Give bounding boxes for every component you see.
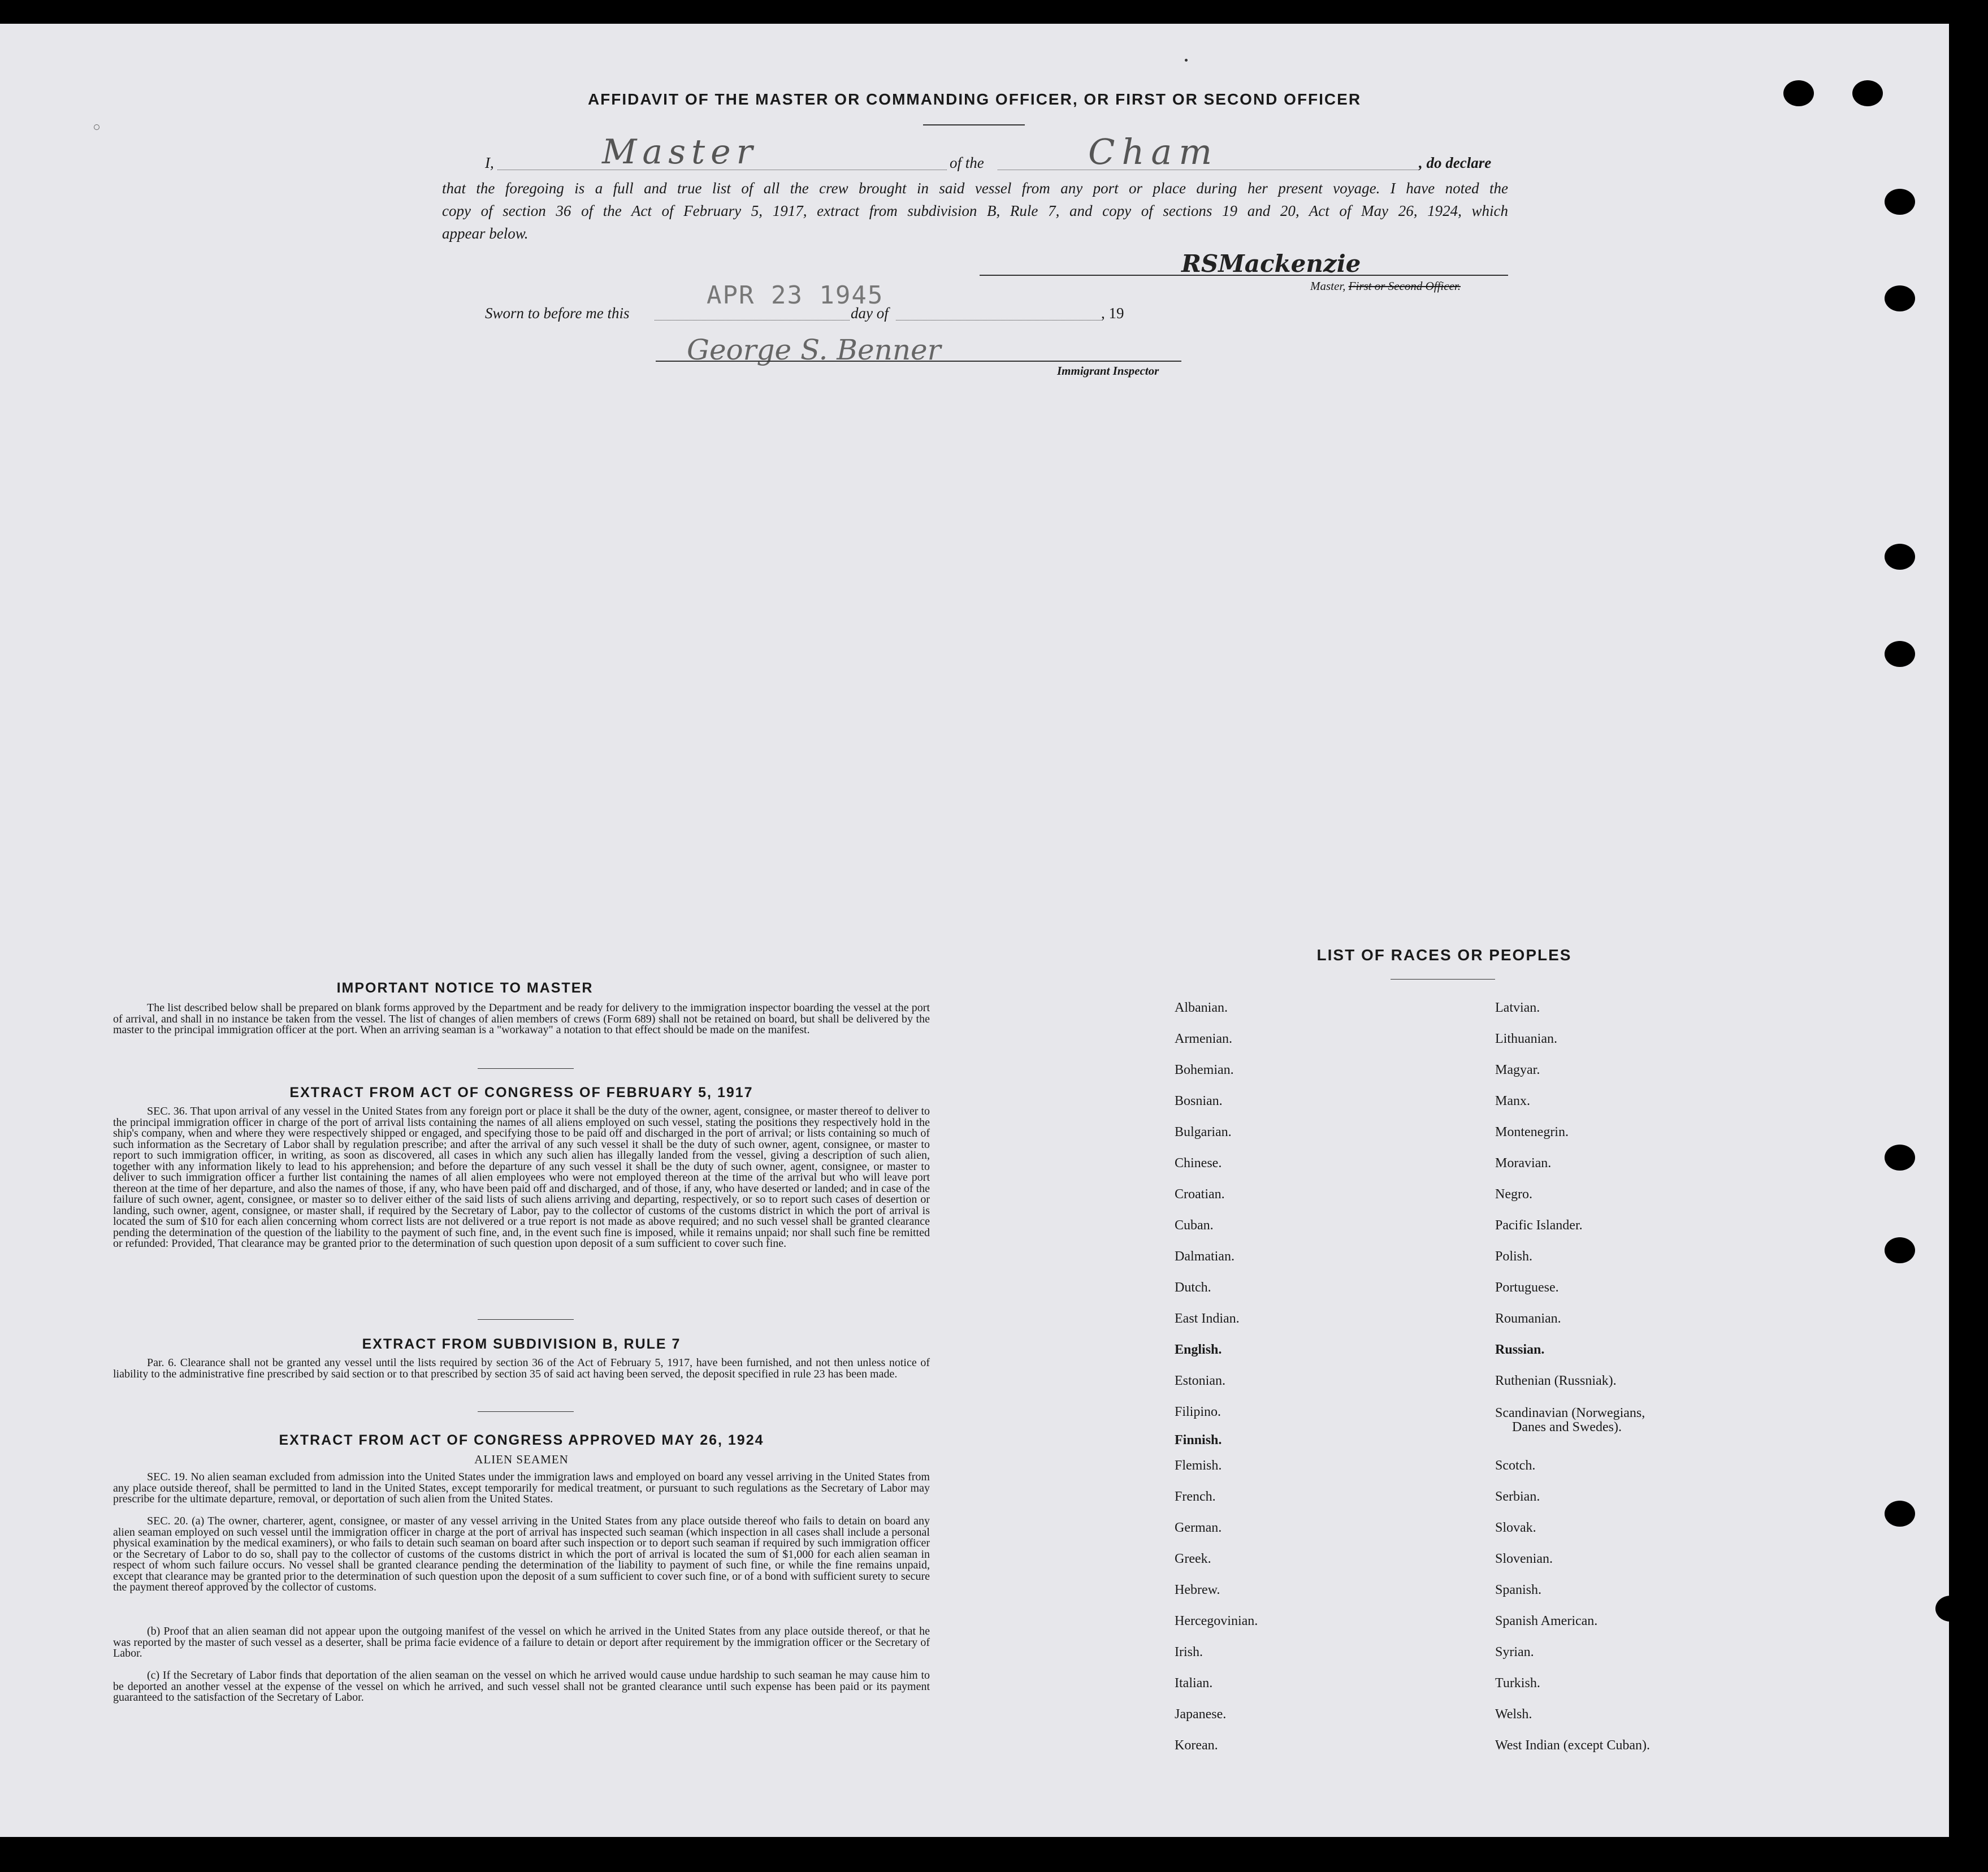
race-item: German. [1175, 1520, 1222, 1535]
i-label: I, [485, 154, 494, 171]
race-item: East Indian. [1175, 1311, 1240, 1326]
race-item: Bohemian. [1175, 1063, 1234, 1077]
notice-title: IMPORTANT NOTICE TO MASTER [336, 980, 594, 996]
declaration-line-1: that the foregoing is a full and true list of all the crew brought in said vessel from any port or place during her present voyage. I have noted the [442, 180, 1508, 197]
race-item: Magyar. [1495, 1063, 1540, 1077]
race-item: Dutch. [1175, 1280, 1211, 1295]
race-item: Italian. [1175, 1676, 1213, 1691]
inspector-caption: Immigrant Inspector [1057, 364, 1159, 378]
race-item: French. [1175, 1489, 1216, 1504]
race-item: Finnish. [1175, 1433, 1222, 1448]
races-title: LIST OF RACES OR PEOPLES [1316, 946, 1572, 964]
race-item: Negro. [1495, 1187, 1532, 1202]
race-item: Flemish. [1175, 1458, 1222, 1473]
race-item: Japanese. [1175, 1707, 1227, 1722]
race-item: Danes and Swedes). [1512, 1420, 1622, 1435]
master-caption-prefix: Master, [1310, 279, 1346, 293]
race-item: Irish. [1175, 1645, 1203, 1659]
extract-1924-sec20b: (b) Proof that an alien seaman did not appear upon the outgoing manifest of the vessel on which he arrived in the United States from any place outside thereof, or that he was reported by the master of such vessel as a deserter, shall be prima facie evidence of a failure to detain or deport after requirement by the immigration officer or the Secretary of Labor. [113, 1625, 930, 1659]
extract-1924-subtitle: ALIEN SEAMEN [474, 1453, 569, 1466]
race-item: Estonian. [1175, 1373, 1225, 1388]
punch-hole [1885, 189, 1915, 215]
extract-1924-sec20a: SEC. 20. (a) The owner, charterer, agent, consignee, or master of any vessel arriving in the United States from any place outside thereof who fails to detain on board any alien seaman employed on such vessel until the immigration officer in charge at the port of arrival has inspected such seaman (which inspection in all cases shall include a personal physical examination by the medical examiners), or who fails to detain such seaman on board after such inspection or to deport such seaman if required by such immigration officer or the Secretary of Labor to do so, shall pay to the collector of customs of the customs district in which the port of arrival is located the sum of $1,000 for each alien seaman in respect of whom such failure occurs. No vessel shall be granted clearance pending the determination of the liability to payment of such fine, or while the fine remains unpaid, except that clearance may be granted prior to the determination of such question upon the deposit of a sum sufficient to cover such fine, or of a bond with sufficient surety to secure the payment thereof approved by the collector of customs. [113, 1515, 930, 1593]
scan-speck [1185, 59, 1188, 62]
extract-1917-body: SEC. 36. That upon arrival of any vessel in the United States from any foreign port or place it shall be the duty of the owner, agent, consignee, or master thereof to deliver to the principal immigration officer in charge of the port of arrival lists containing the names of all aliens employed on such vessel, stating the positions they respectively hold in the ship's company, when and where they were respectively shipped or engaged, and specifying those to be paid off and discharged in the port of arrival; or lists containing so much of such information as the Secretary of Labor shall by regulation prescribe; and after the arrival of any such vessel it shall be the duty of such owner, agent, consignee, or master to report to such immigration officer, in writing, as soon as discovered, all cases in which any such alien has illegally landed from the vessel, giving a description of such alien, together with any information likely to lead to his apprehension; and before the departure of any such vessel it shall be the duty of such owner, agent, consignee, or master to deliver to such immigration officer a further list containing the names of all alien employees who were not employed thereon at the time of the arrival but who will leave port thereon at the time of her departure, and also the names of those, if any, who have been paid off and discharged, and of those, if any, who have deserted or landed; and in case of the failure of such owner, agent, consignee, or master so to deliver either of the said lists of such aliens arriving and departing, respectively, or so to report such cases of desertion or landing, such owner, agent, consignee, or master shall, if required by the Secretary of Labor, pay to the collector of customs of the customs district in which the port of arrival is located the sum of $10 for each alien concerning whom correct lists are not delivered or a true report is not made as above required; and no such vessel shall be granted clearance pending the determination of the question of the liability to the payment of such fine, and, in the event such fine is imposed, while it remains unpaid; nor shall such fine be remitted or refunded: Provided, That clearance may be granted prior to the determination of such question upon deposit of a sum sufficient to cover such fine. [113, 1105, 930, 1250]
inspector-signature: George S. Benner [687, 333, 941, 366]
affidavit-title: AFFIDAVIT OF THE MASTER OR COMMANDING OFFICER, OR FIRST OR SECOND OFFICER [587, 90, 1362, 108]
race-item: Latvian. [1495, 1000, 1540, 1015]
race-item: Croatian. [1175, 1187, 1225, 1202]
race-item: Chinese. [1175, 1156, 1222, 1171]
race-item: Dalmatian. [1175, 1249, 1235, 1264]
race-item: Polish. [1495, 1249, 1533, 1264]
day-of-label: day of [851, 305, 889, 322]
race-item: Pacific Islander. [1495, 1218, 1583, 1233]
race-item: Spanish. [1495, 1583, 1542, 1597]
master-signature: RSMackenzie [1181, 250, 1361, 278]
race-item: Hercegovinian. [1175, 1614, 1258, 1628]
declaration-line-2: copy of section 36 of the Act of February 5, 1917, extract from subdivision B, Rule 7, and copy of sections 19 and 20, Act of May 26, 1924, which [442, 202, 1508, 219]
master-caption-struck: First or Second Officer. [1348, 279, 1461, 293]
title-divider [923, 124, 1025, 125]
name-handwriting: Master [602, 132, 759, 172]
sworn-label: Sworn to before me this [485, 305, 630, 322]
race-item: Syrian. [1495, 1645, 1534, 1659]
race-item: Roumanian. [1495, 1311, 1561, 1326]
extract-1924-sec20c: (c) If the Secretary of Labor finds that deportation of the alien seaman on the vessel on which he arrived would cause undue hardship to such seaman he may cause him to be deported an another vessel at the expense of the vessel on which he arrived, and such vessel shall not be granted clearance until such expense has been paid or its payment guaranteed to the satisfaction of the Secretary of Labor. [113, 1669, 930, 1704]
race-item: Portuguese. [1495, 1280, 1559, 1295]
race-item: Hebrew. [1175, 1583, 1220, 1597]
punch-hole [1885, 544, 1915, 570]
race-item: Bosnian. [1175, 1094, 1223, 1108]
year-label: , 19 [1101, 305, 1124, 322]
extract-1917-divider [478, 1319, 574, 1320]
race-item: Lithuanian. [1495, 1032, 1557, 1046]
race-item: Armenian. [1175, 1032, 1232, 1046]
extract-1924-title: EXTRACT FROM ACT OF CONGRESS APPROVED MAY 26, 1924 [279, 1432, 764, 1448]
race-item: West Indian (except Cuban). [1495, 1738, 1650, 1753]
race-item: Slovenian. [1495, 1552, 1553, 1566]
punch-hole [1852, 80, 1883, 106]
vessel-handwriting: Cham [1088, 131, 1219, 172]
document-sheet [0, 24, 1949, 1837]
race-item: Serbian. [1495, 1489, 1540, 1504]
master-caption [1310, 279, 1461, 293]
declaration-line-3: appear below. [442, 225, 529, 242]
extract-1924-sec19: SEC. 19. No alien seaman excluded from admission into the United States under the immigration laws and employed on board any vessel arriving in the United States from any place outside thereof, shall be permitted to land in the United States, except temporarily for medical treatment, or pursuant to such regulations as the Secretary of Labor may prescribe for the ultimate departure, removal, or deportation of such alien from the United States. [113, 1471, 930, 1505]
notice-body: The list described below shall be prepared on blank forms approved by the Department and be ready for delivery to the immigration inspector boarding the vessel at the port of arrival, and shall in no instance be taken from the vessel. The list of changes of alien members of crews (Form 689) shall not be retained on board, but shall be delivered by the master to the principal immigration officer at the port. When an arriving seaman is a "workaway" a notation to that effect should be made on the manifest. [113, 1002, 930, 1036]
race-item: Scotch. [1495, 1458, 1536, 1473]
punch-hole [1885, 1145, 1915, 1171]
race-item: Albanian. [1175, 1000, 1228, 1015]
race-item: Bulgarian. [1175, 1125, 1232, 1139]
race-item: Spanish American. [1495, 1614, 1598, 1628]
notice-divider [478, 1068, 574, 1069]
date-stamp: APR 23 1945 [707, 281, 884, 310]
race-item: Ruthenian (Russniak). [1495, 1373, 1617, 1388]
punch-hole [1885, 641, 1915, 667]
punch-hole [1935, 1596, 1966, 1622]
do-declare: , do declare [1419, 154, 1492, 171]
race-item: Turkish. [1495, 1676, 1540, 1691]
rule7-title: EXTRACT FROM SUBDIVISION B, RULE 7 [362, 1336, 681, 1352]
race-item: Slovak. [1495, 1520, 1536, 1535]
race-item: Russian. [1495, 1342, 1545, 1357]
rule7-body: Par. 6. Clearance shall not be granted any vessel until the lists required by section 36 of the Act of February 5, 1917, have been furnished, and not then unless notice of liability to the administrative fine prescribed by said section or to that prescribed by section 35 of said act having been served, the deposit specified in rule 23 has been made. [113, 1357, 930, 1380]
race-item: Moravian. [1495, 1156, 1552, 1171]
punch-hole [1885, 1237, 1915, 1263]
punch-hole [1885, 1501, 1915, 1527]
race-item: Greek. [1175, 1552, 1211, 1566]
punch-hole [1783, 80, 1814, 106]
scan-speck [94, 124, 99, 130]
race-item: Filipino. [1175, 1405, 1222, 1419]
punch-hole [1885, 285, 1915, 311]
rule7-divider [478, 1411, 574, 1412]
extract-1917-title: EXTRACT FROM ACT OF CONGRESS OF FEBRUARY 5, 1917 [289, 1085, 753, 1100]
race-item: Korean. [1175, 1738, 1218, 1753]
race-item: Cuban. [1175, 1218, 1214, 1233]
race-item: Scandinavian (Norwegians, [1495, 1406, 1645, 1420]
race-item: English. [1175, 1342, 1222, 1357]
race-item: Welsh. [1495, 1707, 1532, 1722]
of-the-label: of the [950, 154, 984, 171]
race-item: Montenegrin. [1495, 1125, 1569, 1139]
races-divider [1391, 979, 1495, 980]
inspector-signature-line [656, 361, 1181, 362]
race-item: Manx. [1495, 1094, 1530, 1108]
master-signature-line [980, 275, 1508, 276]
